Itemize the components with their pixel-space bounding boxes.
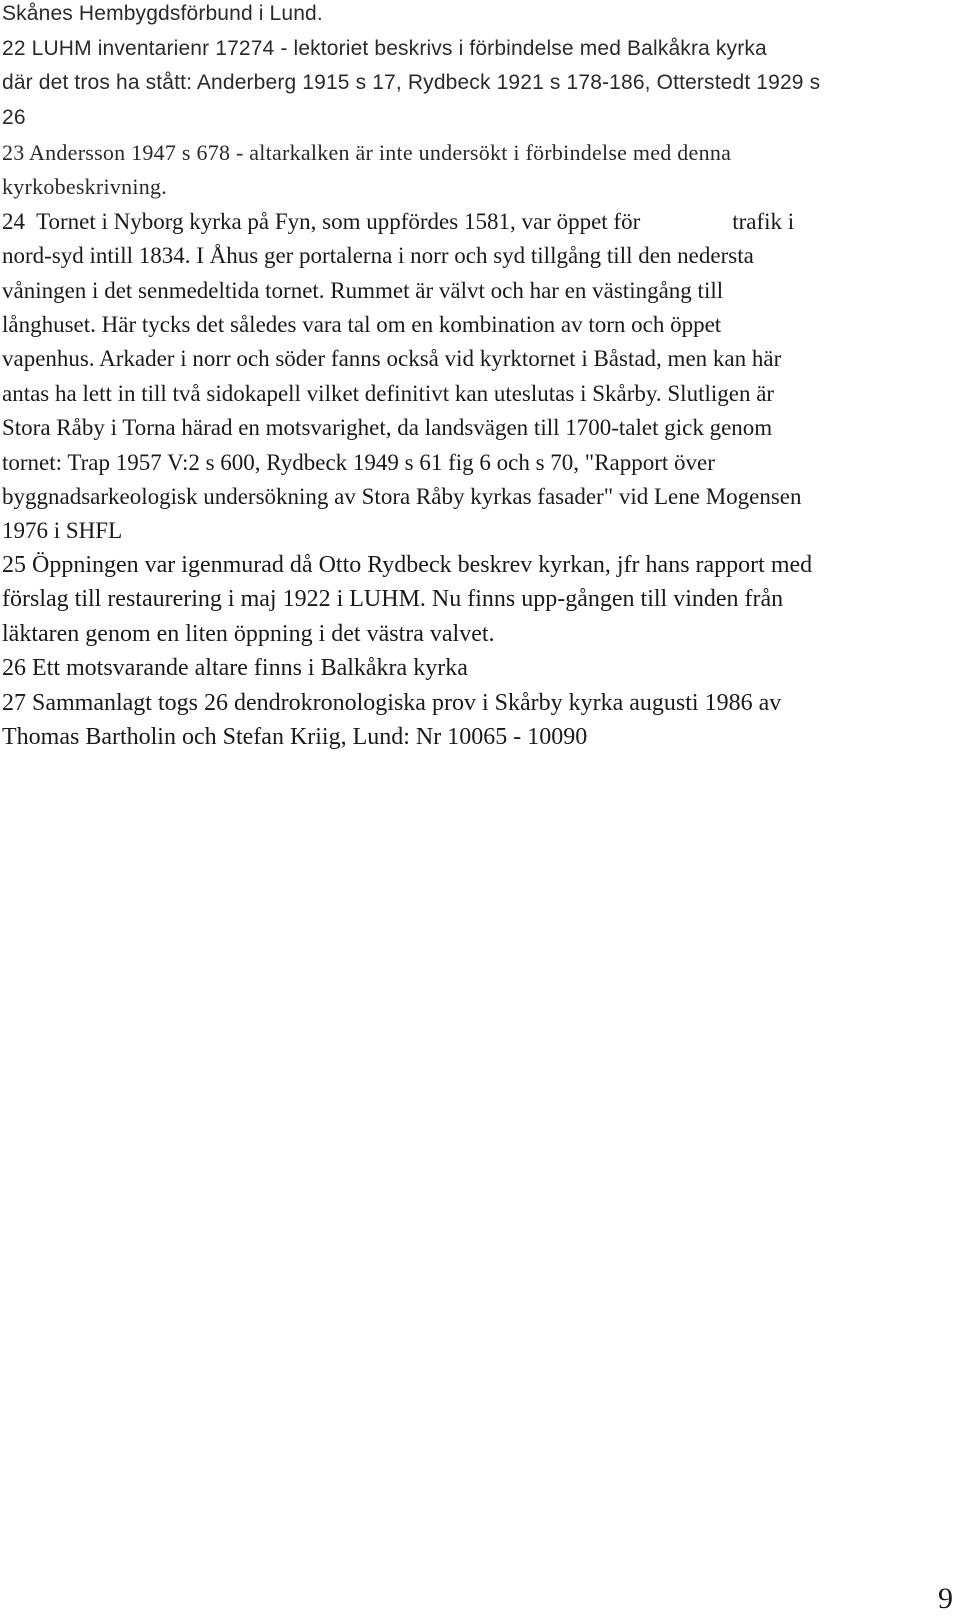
text-line: Skånes Hembygdsförbund i Lund. [2, 2, 323, 25]
text-line: Stora Råby i Torna härad en motsvarighet, da landsvägen till 1700-talet gick genom [2, 415, 773, 440]
text-line: våningen i det senmedeltida tornet. Rummet är välvt och har en västingång till [2, 278, 724, 303]
text-line: långhuset. Här tycks det således vara tal om en kombination av torn och öppet [2, 312, 722, 337]
footnote-27: 27 Sammanlagt togs 26 dendrokronologiska prov i Skårby kyrka augusti 1986 av [2, 690, 782, 716]
text-line: förslag till restaurering i maj 1922 i LUHM. Nu finns upp-gången till vinden från [2, 586, 784, 612]
text-line: läktaren genom en liten öppning i det västra valvet. [2, 621, 495, 647]
text-line: antas ha lett in till två sidokapell vilket definitivt kan uteslutas i Skårby. Slutligen är [2, 381, 775, 406]
text-line: där det tros ha stått: Anderberg 1915 s 17, Rydbeck 1921 s 178-186, Otterstedt 1929 s [2, 71, 821, 94]
text-line: 1976 i SHFL [2, 518, 123, 543]
text-line: byggnadsarkeologisk undersökning av Stora Råby kyrkas fasader" vid Lene Mogensen [2, 484, 802, 509]
footnote-23: 23 Andersson 1947 s 678 - altarkalken är inte undersökt i förbindelse med denna [2, 140, 732, 165]
text-line: 26 [2, 106, 26, 129]
footnote-26: 26 Ett motsvarande altare finns i Balkåkra kyrka [2, 655, 468, 681]
footnote-25: 25 Öppningen var igenmurad då Otto Rydbeck beskrev kyrkan, jfr hans rapport med [2, 552, 813, 578]
text-line: tornet: Trap 1957 V:2 s 600, Rydbeck 1949 s 61 fig 6 och s 70, "Rapport över [2, 450, 715, 475]
page-number: 9 [938, 1582, 953, 1615]
text-line: vapenhus. Arkader i norr och söder fanns också vid kyrktornet i Båstad, men kan här [2, 346, 782, 371]
footnote-24: 24 Tornet i Nyborg kyrka på Fyn, som uppfördes 1581, var öppet för trafik i [2, 209, 795, 234]
footnote-22: 22 LUHM inventarienr 17274 - lektoriet beskrivs i förbindelse med Balkåkra kyrka [2, 37, 767, 60]
text-line: kyrkobeskrivning. [2, 174, 167, 199]
text-line: Thomas Bartholin och Stefan Kriig, Lund: Nr 10065 - 10090 [2, 724, 588, 750]
text-line: nord-syd intill 1834. I Åhus ger portalerna i norr och syd tillgång till den nedersta [2, 243, 754, 268]
